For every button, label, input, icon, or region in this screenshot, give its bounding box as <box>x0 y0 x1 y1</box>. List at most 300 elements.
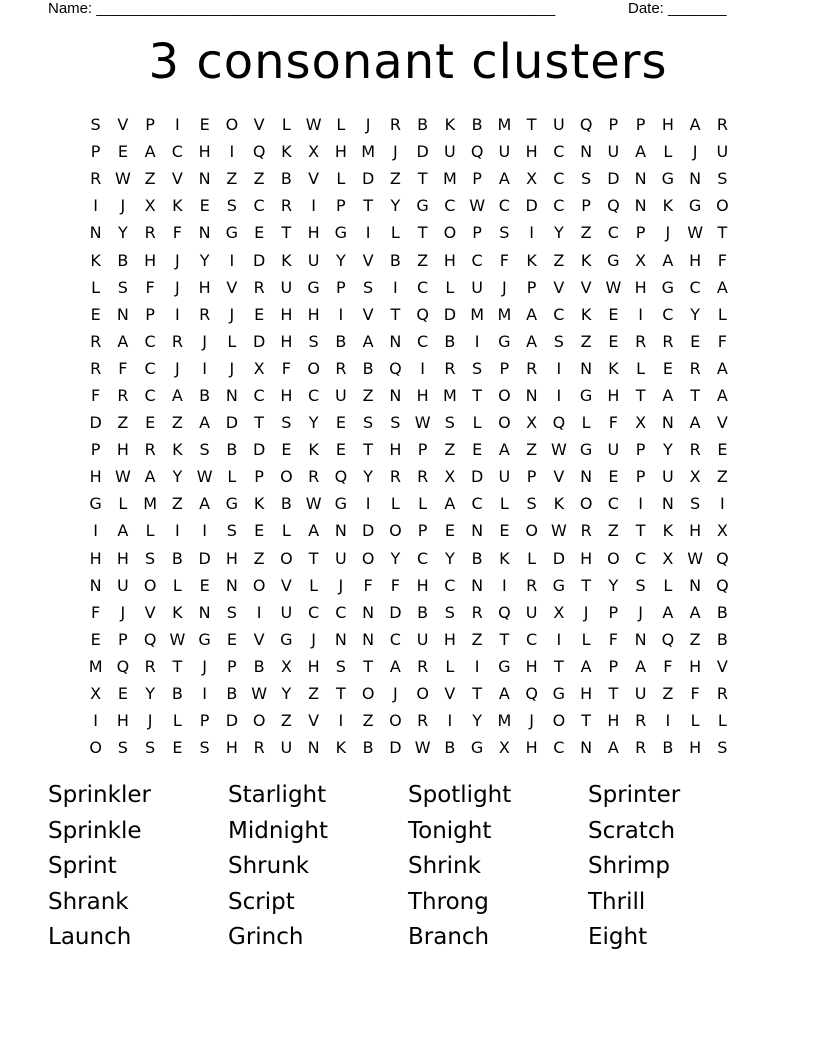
grid-letter: F <box>608 413 618 433</box>
grid-letter: T <box>717 223 728 243</box>
grid-letter: Z <box>444 440 456 460</box>
grid-letter: O <box>361 548 375 568</box>
grid-letter: S <box>553 331 564 351</box>
grid-letter: U <box>607 440 620 460</box>
grid-letter: I <box>529 223 534 243</box>
grid-letter: G <box>280 629 293 649</box>
grid-letter: E <box>608 331 619 351</box>
grid-letter: C <box>553 196 565 216</box>
grid-row <box>82 707 742 734</box>
grid-letter: N <box>307 738 320 758</box>
grid-letter: T <box>581 575 592 595</box>
grid-letter: R <box>144 656 156 676</box>
grid-letter: G <box>225 223 239 243</box>
name-line[interactable]: _______________________________________________________ <box>96 0 556 17</box>
grid-letter: A <box>498 440 510 460</box>
grid-row <box>82 138 742 165</box>
grid-letter: U <box>634 684 647 704</box>
grid-letter: C <box>553 169 565 189</box>
grid-letter: D <box>607 169 620 189</box>
grid-letter: X <box>635 250 647 270</box>
grid-letter: K <box>580 304 592 324</box>
grid-letter: Y <box>390 196 401 216</box>
grid-letter: I <box>393 277 398 297</box>
grid-letter: K <box>281 142 292 162</box>
grid-letter: V <box>580 277 592 297</box>
grid-letter: A <box>689 602 701 622</box>
grid-letter: F <box>608 629 618 649</box>
grid-letter: A <box>662 250 674 270</box>
grid-letter: B <box>362 738 374 758</box>
grid-letter: H <box>689 521 702 541</box>
grid-letter: O <box>579 494 593 514</box>
grid-letter: A <box>580 656 592 676</box>
grid-letter: B <box>716 629 728 649</box>
grid-letter: W <box>114 467 131 487</box>
grid-letter: Z <box>716 467 728 487</box>
grid-letter: Z <box>253 548 265 568</box>
grid-letter: B <box>444 331 456 351</box>
grid-letter: E <box>199 575 210 595</box>
grid-letter: W <box>414 738 431 758</box>
grid-letter: P <box>90 440 101 460</box>
grid-letter: V <box>444 684 456 704</box>
grid-letter: S <box>90 115 101 135</box>
grid-letter: P <box>199 711 210 731</box>
name-field[interactable] <box>48 0 555 18</box>
grid-letter: L <box>472 413 482 433</box>
grid-letter: I <box>256 602 262 622</box>
grid-row <box>82 572 742 599</box>
word-list-item: Tonight <box>408 817 492 844</box>
grid-letter: F <box>363 575 373 595</box>
grid-letter: L <box>418 494 428 514</box>
grid-row <box>82 328 742 355</box>
grid-letter: H <box>443 250 456 270</box>
grid-letter: K <box>281 250 292 270</box>
grid-letter: C <box>308 602 320 622</box>
grid-letter: Q <box>416 304 429 324</box>
grid-letter: A <box>117 521 129 541</box>
grid-letter: J <box>338 575 344 595</box>
grid-letter: Q <box>716 575 729 595</box>
grid-letter: T <box>172 656 183 676</box>
grid-letter: P <box>581 196 591 216</box>
grid-letter: O <box>361 684 375 704</box>
grid-letter: H <box>116 711 129 731</box>
grid-row <box>82 192 742 219</box>
grid-letter: U <box>280 277 293 297</box>
grid-letter: N <box>689 169 702 189</box>
grid-letter: D <box>552 548 566 568</box>
grid-letter: J <box>229 358 235 378</box>
grid-letter: U <box>444 142 456 162</box>
grid-letter: A <box>689 115 701 135</box>
grid-letter: L <box>172 711 182 731</box>
grid-letter: I <box>202 684 207 704</box>
grid-letter: L <box>336 169 346 189</box>
grid-letter: G <box>198 629 211 649</box>
grid-letter: N <box>580 358 593 378</box>
grid-row <box>82 246 742 273</box>
grid-letter: U <box>335 548 347 568</box>
word-list-item: Thrill <box>588 888 646 915</box>
grid-letter: V <box>308 169 320 189</box>
grid-letter: S <box>526 494 537 514</box>
word-list-item: Sprinkler <box>48 782 151 808</box>
grid-letter: P <box>227 656 237 676</box>
grid-letter: W <box>605 277 622 297</box>
grid-letter: S <box>145 738 156 758</box>
grid-letter: O <box>252 575 266 595</box>
grid-letter: Z <box>117 413 129 433</box>
grid-letter: F <box>717 250 727 270</box>
grid-letter: N <box>198 223 211 243</box>
grid-letter: K <box>553 494 565 514</box>
grid-letter: S <box>226 602 237 622</box>
grid-letter: I <box>365 494 371 514</box>
grid-letter: J <box>120 196 126 216</box>
grid-letter: E <box>335 440 346 460</box>
grid-letter: S <box>717 169 728 189</box>
grid-letter: C <box>144 385 156 405</box>
grid-letter: S <box>226 521 237 541</box>
grid-letter: P <box>472 169 482 189</box>
grid-letter: D <box>89 413 102 433</box>
grid-letter: B <box>444 738 456 758</box>
grid-letter: B <box>389 250 401 270</box>
grid-letter: N <box>116 304 129 324</box>
grid-letter: R <box>635 331 647 351</box>
grid-letter: P <box>145 115 155 135</box>
grid-letter: X <box>526 413 538 433</box>
grid-row <box>82 301 742 328</box>
grid-letter: P <box>145 304 155 324</box>
grid-letter: S <box>581 169 592 189</box>
date-line[interactable]: _______ <box>668 0 727 17</box>
grid-letter: J <box>229 304 235 324</box>
grid-letter: A <box>662 385 674 405</box>
name-label: Name: <box>48 0 93 17</box>
grid-letter: Q <box>607 196 620 216</box>
grid-letter: Z <box>171 413 183 433</box>
word-list-item: Midnight <box>228 817 328 844</box>
grid-letter: N <box>634 169 647 189</box>
grid-letter: Y <box>363 467 374 487</box>
word-list-item: Eight <box>588 924 648 950</box>
grid-letter: T <box>335 684 346 704</box>
grid-letter: S <box>199 738 210 758</box>
grid-letter: R <box>144 440 156 460</box>
grid-letter: C <box>607 223 619 243</box>
grid-letter: C <box>471 494 483 514</box>
grid-letter: T <box>308 548 319 568</box>
grid-letter: S <box>635 575 646 595</box>
grid-letter: R <box>389 115 401 135</box>
grid-letter: V <box>144 602 156 622</box>
grid-letter: H <box>307 223 320 243</box>
grid-letter: I <box>338 711 344 731</box>
grid-letter: L <box>390 494 400 514</box>
grid-letter: L <box>527 548 537 568</box>
grid-letter: K <box>608 358 619 378</box>
grid-letter: D <box>470 467 484 487</box>
grid-letter: I <box>229 250 235 270</box>
grid-letter: T <box>553 656 564 676</box>
grid-letter: J <box>502 277 507 297</box>
grid-letter: V <box>117 115 129 135</box>
grid-letter: R <box>689 358 701 378</box>
grid-letter: H <box>307 304 320 324</box>
grid-letter: X <box>280 656 292 676</box>
grid-letter: Q <box>498 602 511 622</box>
grid-letter: C <box>417 277 429 297</box>
grid-letter: K <box>335 738 347 758</box>
grid-letter: P <box>90 142 101 162</box>
grid-letter: O <box>252 711 266 731</box>
grid-letter: P <box>635 440 646 460</box>
grid-letter: P <box>336 196 346 216</box>
grid-letter: H <box>525 656 538 676</box>
grid-letter: A <box>362 331 374 351</box>
grid-letter: Q <box>252 142 266 162</box>
word-list-item: Shrunk <box>228 853 310 879</box>
grid-letter: B <box>226 440 238 460</box>
grid-letter: O <box>225 115 239 135</box>
grid-letter: T <box>254 413 265 433</box>
grid-letter: Q <box>552 413 566 433</box>
grid-row <box>82 680 742 707</box>
grid-letter: W <box>169 629 186 649</box>
grid-letter: H <box>116 440 129 460</box>
grid-letter: R <box>171 331 183 351</box>
grid-letter: L <box>91 277 101 297</box>
grid-letter: O <box>89 738 102 758</box>
grid-letter: C <box>253 385 265 405</box>
grid-letter: S <box>499 223 510 243</box>
grid-letter: M <box>497 115 512 135</box>
word-list-item: Sprinter <box>588 782 681 808</box>
grid-letter: Z <box>362 385 374 405</box>
grid-letter: J <box>583 602 589 622</box>
grid-letter: T <box>390 304 401 324</box>
grid-letter: G <box>89 494 102 514</box>
grid-letter: H <box>225 548 238 568</box>
grid-letter: H <box>689 250 702 270</box>
grid-letter: A <box>444 494 456 514</box>
grid-letter: U <box>498 142 511 162</box>
grid-letter: C <box>144 358 156 378</box>
grid-letter: L <box>581 413 591 433</box>
grid-letter: S <box>690 494 701 514</box>
grid-letter: L <box>636 358 646 378</box>
grid-letter: Z <box>171 494 183 514</box>
grid-letter: H <box>389 440 402 460</box>
grid-letter: U <box>280 738 293 758</box>
grid-letter: C <box>689 277 701 297</box>
grid-letter: N <box>471 575 484 595</box>
grid-letter: P <box>608 656 619 676</box>
grid-letter: H <box>280 385 293 405</box>
grid-letter: K <box>580 250 592 270</box>
grid-letter: Z <box>580 331 592 351</box>
grid-letter: H <box>225 738 238 758</box>
grid-letter: R <box>90 331 102 351</box>
grid-letter: F <box>717 331 727 351</box>
grid-letter: Q <box>143 629 157 649</box>
grid-letter: Q <box>525 684 538 704</box>
grid-row <box>82 436 742 463</box>
grid-letter: M <box>361 142 376 162</box>
grid-letter: L <box>499 494 509 514</box>
grid-letter: R <box>253 738 265 758</box>
grid-letter: E <box>444 521 455 541</box>
grid-letter: W <box>305 115 322 135</box>
grid-letter: J <box>202 331 207 351</box>
grid-letter: X <box>662 548 674 568</box>
grid-letter: C <box>144 331 156 351</box>
grid-letter: I <box>638 494 643 514</box>
grid-letter: D <box>416 142 429 162</box>
grid-letter: I <box>474 656 480 676</box>
grid-letter: J <box>692 142 698 162</box>
grid-letter: Z <box>471 629 483 649</box>
grid-letter: Z <box>553 250 565 270</box>
grid-letter: Q <box>334 467 348 487</box>
grid-letter: W <box>550 521 567 541</box>
grid-letter: L <box>390 223 400 243</box>
grid-letter: D <box>252 250 266 270</box>
grid-letter: O <box>498 385 511 405</box>
grid-letter: W <box>414 413 431 433</box>
grid-letter: X <box>308 142 320 162</box>
grid-letter: E <box>117 684 128 704</box>
grid-letter: H <box>416 385 429 405</box>
grid-letter: G <box>607 250 620 270</box>
grid-letter: S <box>335 656 346 676</box>
grid-letter: N <box>661 494 674 514</box>
grid-letter: B <box>199 385 211 405</box>
grid-letter: K <box>253 494 265 514</box>
grid-letter: R <box>716 684 728 704</box>
grid-letter: R <box>253 277 265 297</box>
grid-letter: Z <box>662 684 674 704</box>
grid-row <box>82 219 742 246</box>
grid-letter: C <box>335 602 347 622</box>
grid-letter: E <box>145 413 156 433</box>
grid-letter: G <box>552 684 566 704</box>
grid-letter: U <box>525 602 538 622</box>
grid-letter: E <box>717 440 728 460</box>
grid-letter: R <box>635 738 647 758</box>
grid-letter: L <box>445 656 455 676</box>
grid-letter: L <box>663 142 673 162</box>
grid-letter: N <box>89 575 102 595</box>
grid-letter: Y <box>281 684 292 704</box>
grid-letter: B <box>171 548 183 568</box>
grid-letter: E <box>281 440 292 460</box>
grid-letter: F <box>118 358 128 378</box>
letter-grid <box>82 111 742 761</box>
grid-row <box>82 409 742 436</box>
grid-letter: Z <box>607 521 619 541</box>
grid-letter: V <box>226 277 238 297</box>
grid-letter: Y <box>335 250 346 270</box>
grid-letter: U <box>335 385 347 405</box>
grid-letter: N <box>334 629 347 649</box>
grid-letter: D <box>198 548 211 568</box>
grid-letter: G <box>552 575 566 595</box>
grid-letter: G <box>334 223 348 243</box>
grid-letter: S <box>308 331 319 351</box>
grid-letter: B <box>280 169 292 189</box>
grid-letter: N <box>362 602 375 622</box>
grid-letter: T <box>472 385 483 405</box>
word-list-item: Shrink <box>408 853 481 879</box>
grid-letter: R <box>199 304 211 324</box>
grid-letter: R <box>117 385 129 405</box>
word-list-item: Shrimp <box>588 853 671 879</box>
grid-letter: L <box>281 521 291 541</box>
grid-letter: X <box>253 358 265 378</box>
grid-letter: D <box>252 440 266 460</box>
grid-letter: Y <box>145 684 156 704</box>
grid-letter: S <box>117 277 128 297</box>
date-label: Date: <box>628 0 664 17</box>
grid-letter: L <box>118 494 128 514</box>
grid-letter: A <box>389 656 401 676</box>
grid-letter: C <box>526 629 538 649</box>
grid-letter: R <box>389 467 401 487</box>
grid-letter: T <box>417 169 428 189</box>
grid-letter: Z <box>362 711 374 731</box>
grid-letter: P <box>635 467 646 487</box>
grid-letter: X <box>635 413 647 433</box>
grid-letter: T <box>526 115 537 135</box>
grid-letter: F <box>390 575 400 595</box>
grid-letter: Z <box>389 169 401 189</box>
grid-letter: M <box>143 494 158 514</box>
grid-letter: Y <box>690 304 701 324</box>
grid-letter: Z <box>308 684 320 704</box>
grid-letter: G <box>498 656 511 676</box>
grid-letter: V <box>716 413 728 433</box>
grid-letter: I <box>447 711 453 731</box>
grid-letter: Z <box>253 169 265 189</box>
date-field[interactable] <box>628 0 726 18</box>
grid-letter: G <box>661 169 675 189</box>
grid-letter: P <box>635 223 646 243</box>
grid-letter: H <box>89 548 102 568</box>
grid-letter: G <box>579 385 593 405</box>
grid-letter: O <box>716 196 729 216</box>
grid-letter: C <box>417 331 429 351</box>
grid-letter: O <box>280 467 293 487</box>
grid-letter: H <box>280 331 293 351</box>
grid-letter: E <box>335 413 346 433</box>
grid-letter: V <box>280 575 292 595</box>
grid-letter: I <box>665 711 671 731</box>
grid-letter: Y <box>308 413 319 433</box>
grid-letter: K <box>662 196 674 216</box>
grid-letter: R <box>662 331 674 351</box>
grid-letter: B <box>417 602 429 622</box>
grid-letter: Y <box>553 223 564 243</box>
page-title: 3 consonant clusters <box>148 34 668 90</box>
grid-letter: F <box>91 602 101 622</box>
grid-letter: U <box>662 467 674 487</box>
grid-letter: E <box>608 304 619 324</box>
